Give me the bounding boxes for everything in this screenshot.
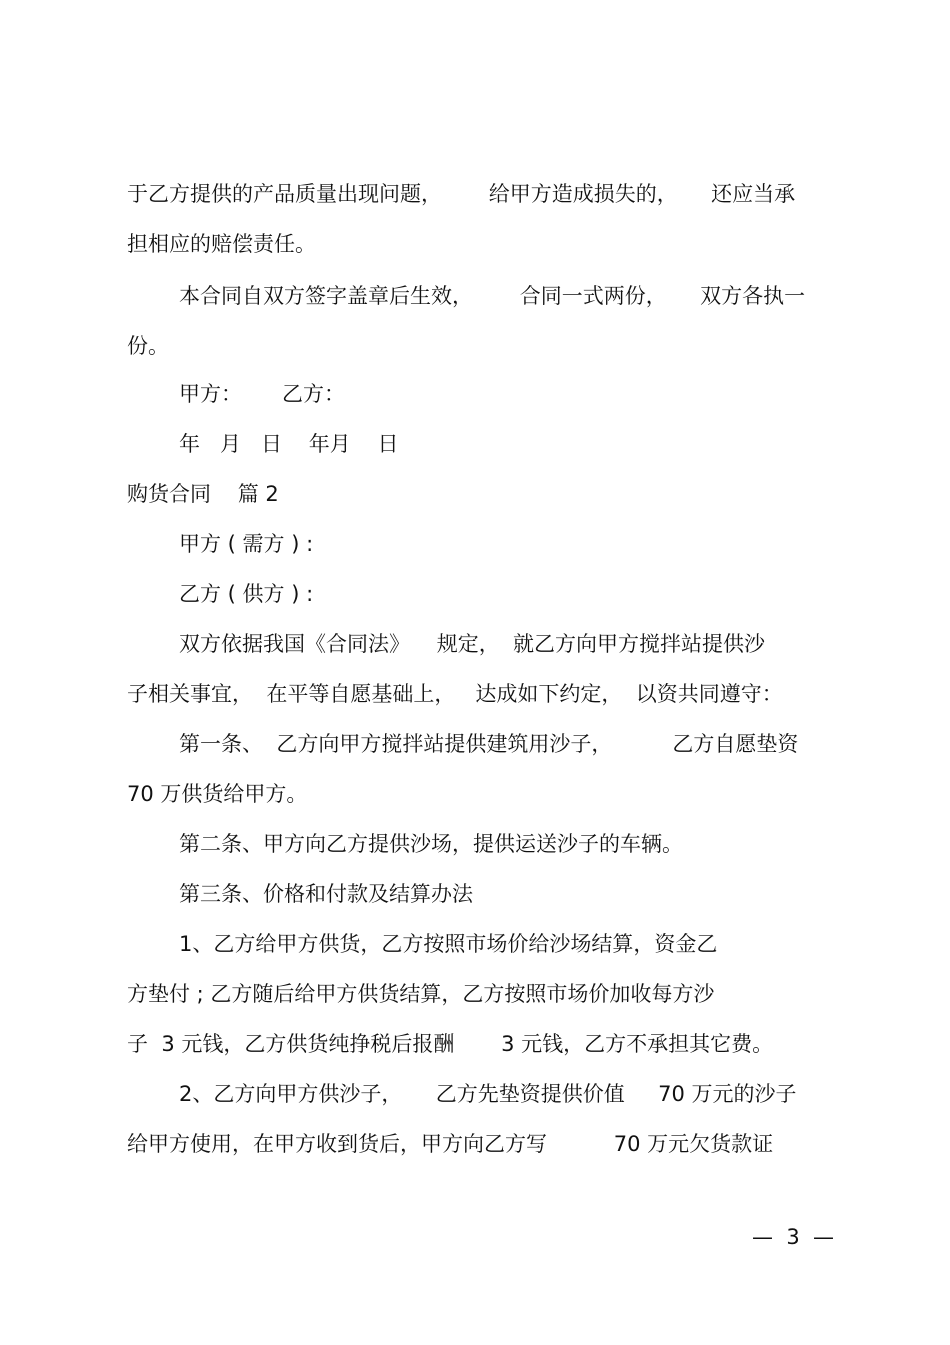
text-line-18: 子 3 元钱，乙方供货纯挣税后报酬 3 元钱，乙方不承担其它费。 — [127, 1032, 774, 1056]
text-line-15: 第三条、价格和付款及结算办法 — [179, 882, 473, 906]
text-line-13: 70 万供货给甲方。 — [127, 782, 308, 806]
text-line-17: 方垫付 ; 乙方随后给甲方供货结算，乙方按照市场价加收每方沙 — [127, 982, 715, 1006]
section-heading: 购货合同 篇 2 — [127, 482, 279, 506]
text-line-5: 甲方： 乙方： — [179, 382, 346, 406]
text-line-4: 份。 — [127, 334, 169, 358]
text-line-16: 1、乙方给甲方供货，乙方按照市场价给沙场结算，资金乙 — [179, 932, 718, 956]
text-line-11: 子相关事宜， 在平等自愿基础上， 达成如下约定， 以资共同遵守： — [127, 682, 783, 706]
page-number: — 3 — — [752, 1225, 835, 1249]
text-line-3: 本合同自双方签字盖章后生效， 合同一式两份， 双方各执一 — [179, 284, 806, 308]
text-line-19: 2、乙方向甲方供沙子， 乙方先垫资提供价值 70 万元的沙子 — [179, 1082, 797, 1106]
text-line-1: 于乙方提供的产品质量出现问题， 给甲方造成损失的， 还应当承 — [127, 182, 796, 206]
text-line-14: 第二条、甲方向乙方提供沙场，提供运送沙子的车辆。 — [179, 832, 683, 856]
text-line-6: 年 月 日 年月 日 — [179, 432, 399, 456]
text-line-2: 担相应的赔偿责任。 — [127, 232, 316, 256]
text-line-10: 双方依据我国《合同法》 规定， 就乙方向甲方搅拌站提供沙 — [179, 632, 766, 656]
text-line-9: 乙方 ( 供方 ) : — [179, 582, 314, 606]
text-line-20: 给甲方使用，在甲方收到货后，甲方向乙方写 70 万元欠货款证 — [127, 1132, 774, 1156]
text-line-8: 甲方 ( 需方 ) : — [179, 532, 314, 556]
text-line-12: 第一条、 乙方向甲方搅拌站提供建筑用沙子， 乙方自愿垫资 — [179, 732, 799, 756]
